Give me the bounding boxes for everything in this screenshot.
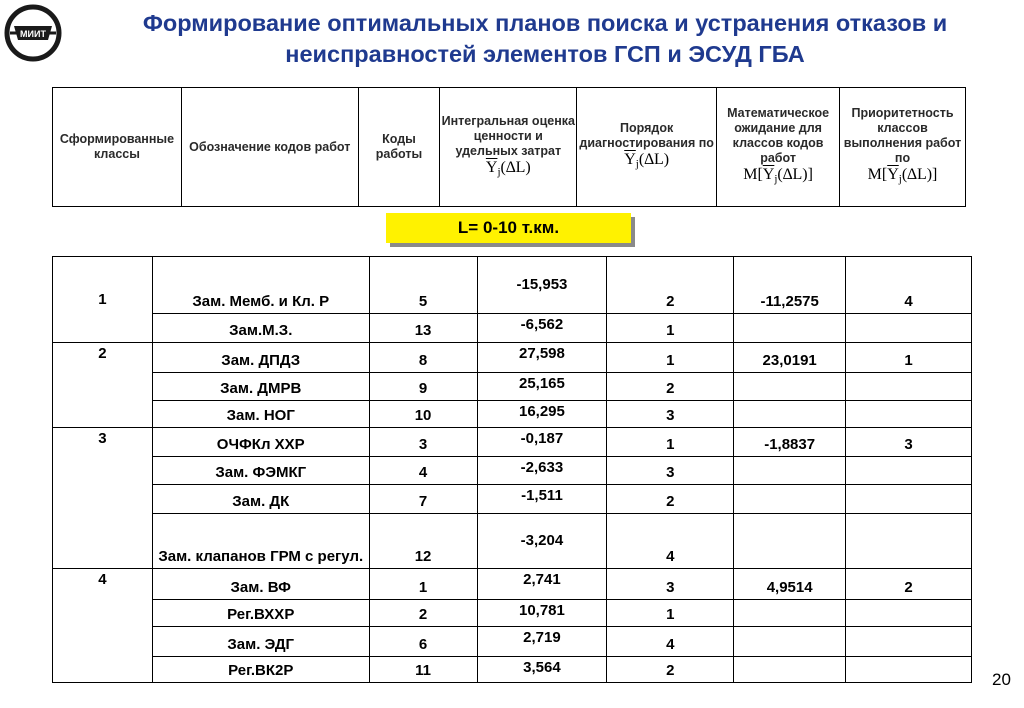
cell-code: 1 [369,569,477,600]
cell-order: 1 [607,428,734,457]
cell-code: 12 [369,514,477,569]
cell-priority [846,657,972,683]
cell-order: 2 [607,485,734,514]
header-classes: Сформированные классы [53,88,182,207]
cell-order: 1 [607,314,734,343]
cell-work-name: Зам. Мемб. и Кл. Р [152,257,369,314]
cell-priority [846,485,972,514]
cell-priority [846,627,972,657]
header-work-codes: Коды работы [358,88,440,207]
cell-expectation [734,373,846,401]
table-row [53,485,972,514]
cell-expectation: 4,9514 [734,569,846,600]
cell-order: 4 [607,514,734,569]
header-integral-estimate [440,88,577,207]
cell-code: 11 [369,657,477,683]
cell-expectation: -1,8837 [734,428,846,457]
header-diagnostic-order-text: Порядок диагностирования по [579,121,714,150]
cell-value: 2,741 [477,569,607,600]
cell-value: -1,511 [477,485,607,514]
formula-y-delta-l-order: $\overline{Y}_j(\Delta L)$ [624,151,670,170]
cell-priority [846,314,972,343]
header-diagnostic-order [577,88,717,207]
cell-expectation [734,401,846,428]
page-number: 20 [992,670,1011,689]
cell-expectation: -11,2575 [734,257,846,314]
cell-work-name: Зам. ВФ [152,569,369,600]
cell-expectation [734,314,846,343]
cell-priority: 4 [846,257,972,314]
cell-work-name: Зам. клапанов ГРМ с регул. [152,514,369,569]
cell-order: 2 [607,373,734,401]
header-priority [840,88,966,207]
cell-expectation [734,600,846,627]
cell-order: 3 [607,569,734,600]
table-row [53,657,972,683]
cell-expectation [734,457,846,485]
table-row [53,401,972,428]
header-expectation-text: Математическое ожидание для классов кодов работ [727,106,830,165]
cell-value: -6,562 [477,314,607,343]
cell-priority: 3 [846,428,972,457]
cell-priority: 2 [846,569,972,600]
cell-order: 1 [607,343,734,373]
cell-priority [846,600,972,627]
formula-m-y-delta-l: $M[\overline{Y}_j(\Delta L)]$ [743,166,813,185]
table-row [53,627,972,657]
cell-value: 3,564 [477,657,607,683]
table-row [53,343,972,373]
header-table [52,87,966,207]
cell-value: -15,953 [477,257,607,314]
cell-value: -3,204 [477,514,607,569]
data-table [52,256,972,683]
cell-priority [846,401,972,428]
cell-code: 7 [369,485,477,514]
cell-value: -0,187 [477,428,607,457]
cell-code: 5 [369,257,477,314]
institution-logo [4,4,62,62]
cell-value: -2,633 [477,457,607,485]
cell-class: 4 [53,569,153,683]
table-row [53,569,972,600]
cell-code: 2 [369,600,477,627]
cell-work-name: Зам.М.З. [152,314,369,343]
header-integral-estimate-text: Интегральная оценка ценности и удельных затрат [441,113,575,158]
cell-value: 16,295 [477,401,607,428]
range-label: L= 0-10 т.км. [386,213,631,243]
logo-text: МИИТ [20,29,46,39]
cell-work-name: Зам. ДМРВ [152,373,369,401]
table-row [53,257,972,314]
cell-work-name: Зам. ФЭМКГ [152,457,369,485]
cell-value: 27,598 [477,343,607,373]
cell-expectation [734,485,846,514]
page-title: Формирование оптимальных планов поиска и устранения отказов и неисправностей элементов ГСП и ЭСУД ГБА [142,10,948,67]
cell-work-name: Зам. ДК [152,485,369,514]
formula-m-y-delta-l-priority: $M[\overline{Y}_j(\Delta L)]$ [867,166,938,185]
cell-work-name: Зам. ЭДГ [152,627,369,657]
cell-expectation: 23,0191 [734,343,846,373]
header-expectation [717,88,840,207]
cell-class: 3 [53,428,153,569]
cell-expectation [734,514,846,569]
cell-code: 10 [369,401,477,428]
table-row [53,600,972,627]
table-row [53,314,972,343]
cell-priority: 1 [846,343,972,373]
cell-code: 6 [369,627,477,657]
cell-value: 25,165 [477,373,607,401]
cell-order: 2 [607,257,734,314]
cell-order: 2 [607,657,734,683]
cell-expectation [734,657,846,683]
cell-order: 4 [607,627,734,657]
table-row [53,457,972,485]
cell-value: 10,781 [477,600,607,627]
cell-priority [846,514,972,569]
table-row [53,428,972,457]
cell-class: 2 [53,343,153,428]
table-row [53,373,972,401]
cell-work-name: ОЧФКл ХХР [152,428,369,457]
cell-expectation [734,627,846,657]
cell-order: 3 [607,457,734,485]
cell-code: 13 [369,314,477,343]
cell-code: 4 [369,457,477,485]
cell-class: 1 [53,257,153,343]
table-row [53,514,972,569]
cell-priority [846,457,972,485]
cell-order: 1 [607,600,734,627]
cell-order: 3 [607,401,734,428]
header-work-codes-designation: Обозначение кодов работ [181,88,358,207]
cell-work-name: Рег.ВХХР [152,600,369,627]
header-priority-text: Приоритетность классов выполнения работ по [843,106,962,165]
cell-value: 2,719 [477,627,607,657]
cell-code: 9 [369,373,477,401]
cell-work-name: Зам. НОГ [152,401,369,428]
cell-work-name: Зам. ДПДЗ [152,343,369,373]
cell-code: 3 [369,428,477,457]
cell-priority [846,373,972,401]
cell-code: 8 [369,343,477,373]
cell-work-name: Рег.ВК2Р [152,657,369,683]
formula-y-delta-l: $\overline{Y}_j(\Delta L)$ [485,158,531,178]
